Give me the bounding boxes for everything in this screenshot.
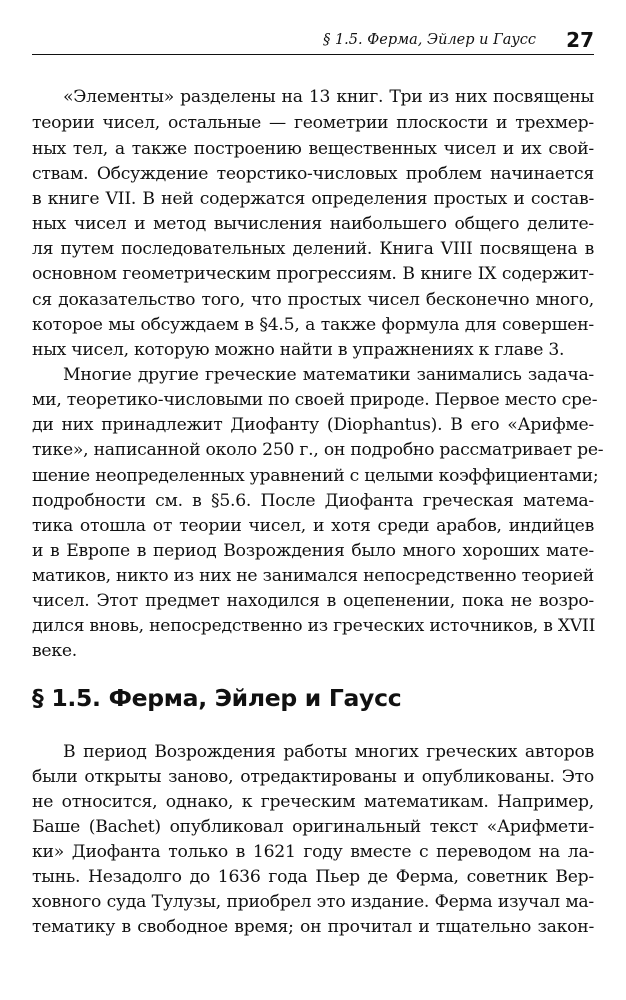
page-number: 27 [566,28,594,52]
text-line: были открыты заново, отредактированы и опубликованы. Это [32,767,594,787]
text-line: которое мы обсуждаем в §4.5, а также формула для совершен- [32,315,594,335]
text-line: дился вновь, непосредственно из греческих источников, в XVII [32,616,596,636]
text-line: ди них принадлежит Диофанту (Diophantus). В его «Арифме- [32,415,594,435]
text-line: ховного суда Тулузы, приобрел это издание. Ферма изучал ма- [32,892,594,912]
text-line: Баше (Bachet) опубликовал оригинальный текст «Арифмети- [32,817,594,837]
text-line: В период Возрождения работы многих греческих авторов [63,742,594,762]
running-title: § 1.5. Ферма, Эйлер и Гаусс [323,32,536,48]
text-line: ных тел, а также построению вещественных чисел и их свой- [32,139,594,159]
text-line: ствам. Обсуждение теорстико-числовых проблем начинается [32,164,594,184]
text-line: ля путем последовательных делений. Книга VIII посвящена в [32,239,594,259]
text-line: шение неопределенных уравнений с целыми коэффициентами; [32,466,599,486]
text-line: ми, теоретико-числовыми по своей природе. Первое место сре- [32,390,598,410]
text-line: веке. [32,641,77,661]
text-line: теории чисел, остальные — геометрии плоскости и трехмер- [32,113,594,133]
text-line: матиков, никто из них не занимался непосредственно теорией [32,566,594,586]
text-line: основном геометрическим прогрессиям. В книге IX содержит- [32,264,594,284]
text-line: ки» Диофанта только в 1621 году вместе с переводом на ла- [32,842,594,862]
running-header [32,28,594,55]
text-line: тике», написанной около 250 г., он подробно рассматривает ре- [32,440,604,460]
text-line: тематику в свободное время; он прочитал и тщательно закон- [32,917,594,937]
text-line: чисел. Этот предмет находился в оцепенении, пока не возро- [32,591,594,611]
text-line: ных чисел и метод вычисления наибольшего общего делите- [32,214,594,234]
text-line: подробности см. в §5.6. После Диофанта греческая матема- [32,491,594,511]
text-line: не относится, однако, к греческим математикам. Например, [32,792,594,812]
text-line: ных чисел, которую можно найти в упражнениях к главе 3. [32,340,565,360]
text-line: Многие другие греческие математики занимались задача- [63,365,594,385]
text-line: в книге VII. В ней содержатся определения простых и состав- [32,189,594,209]
text-line: и в Европе в период Возрождения было много хороших мате- [32,541,594,561]
text-line: тика отошла от теории чисел, и хотя среди арабов, индийцев [32,516,594,536]
section-heading: § 1.5. Ферма, Эйлер и Гаусс [32,684,402,712]
text-line: «Элементы» разделены на 13 книг. Три из них посвящены [63,87,594,107]
text-line: тынь. Незадолго до 1636 года Пьер де Ферма, советник Вер- [32,867,594,887]
text-line: ся доказательство того, что простых чисел бесконечно много, [32,290,594,310]
